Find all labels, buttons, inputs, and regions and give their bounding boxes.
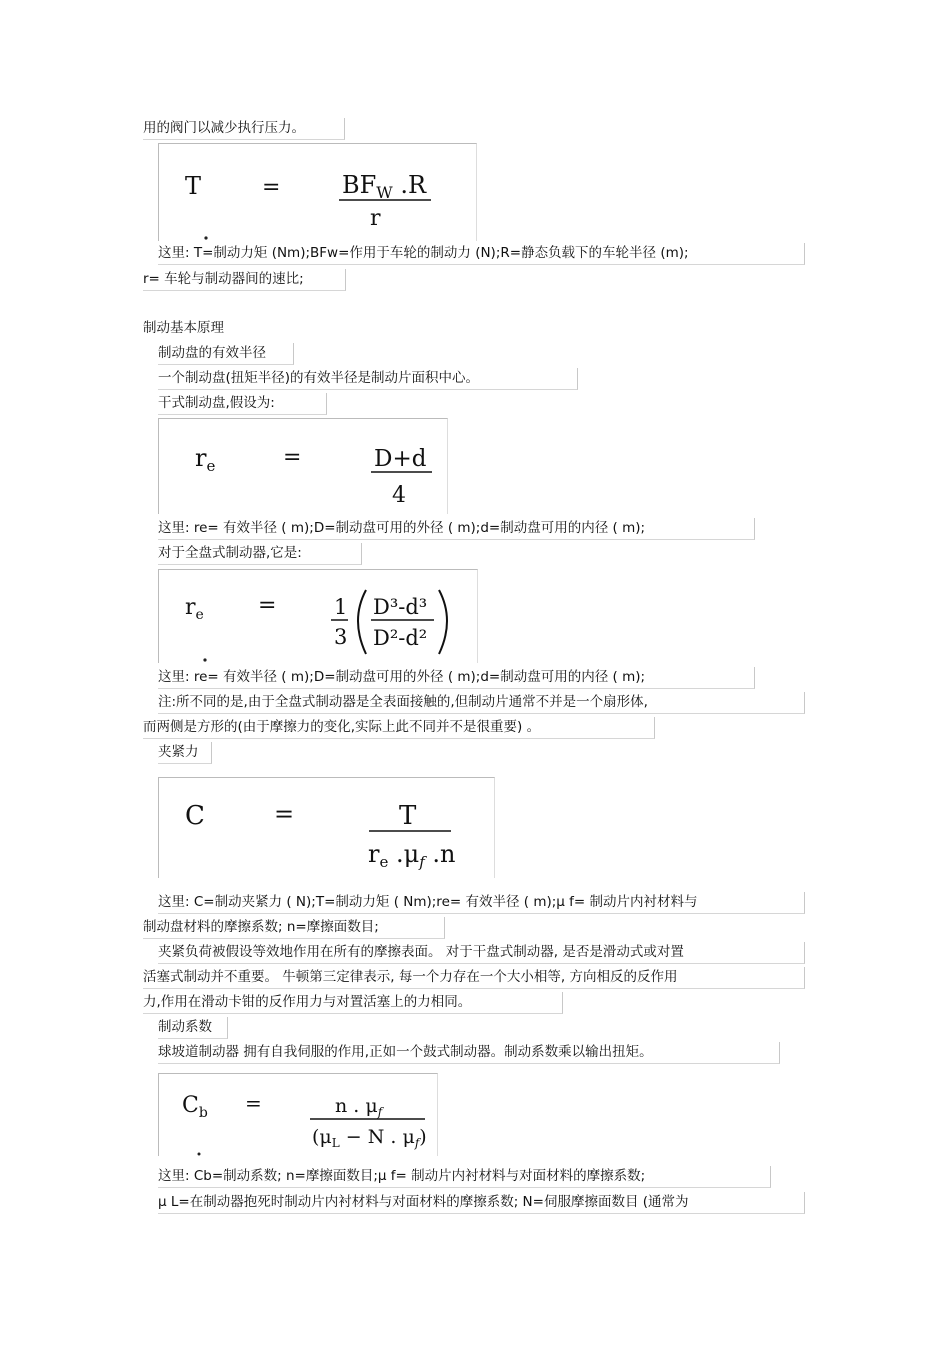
text-line: 夹紧负荷被假设等效地作用在所有的摩擦表面。 对于干盘式制动器, 是否是滑动式或对置 — [158, 942, 805, 964]
text-line: 这里: C=制动夹紧力 ( N);T=制动力矩 ( Nm);re= 有效半径 ( m);μ f= 制动片内衬材料与 — [158, 892, 805, 914]
subsection-heading: 制动盘的有效半径 — [158, 343, 294, 365]
subsection-heading: 制动系数 — [158, 1017, 228, 1039]
formula-numerator: D³-d³ — [373, 595, 428, 619]
svg-text:Cb: $C_b$ — [182, 1093, 208, 1121]
formula-denominator: $r_e$ $.\mu_f$ .n — [368, 840, 456, 871]
formula-lhs: r — [195, 444, 207, 472]
formula-brake-factor — [158, 1073, 438, 1156]
text-line: 这里: re= 有效半径 ( m);D=制动盘可用的外径 ( m);d=制动盘可用的内径 ( m); — [158, 667, 755, 689]
formula-numerator: BF — [342, 171, 377, 199]
formula-equals: = — [283, 445, 302, 470]
formula-denominator: ($\mu_L - N$ . $\mu_f$) — [312, 1126, 427, 1150]
formula-denominator: 4 — [392, 483, 406, 508]
formula-lhs: C — [182, 1093, 199, 1118]
text-line: 注:所不同的是,由于全盘式制动器是全表面接触的,但制动片通常不并是一个扇形体, — [158, 692, 805, 714]
formula-torque — [158, 143, 477, 241]
formula-lhs: r — [185, 595, 196, 620]
svg-text:BFW .R: $BF_W$ .R — [342, 171, 427, 202]
text-line: 力,作用在滑动卡钳的反作用力与对置活塞上的力相同。 — [143, 992, 563, 1014]
formula-equals: = — [245, 1091, 262, 1115]
stray-dot — [198, 1153, 201, 1156]
formula-numerator: T — [399, 801, 417, 831]
formula-effective-radius-dry — [158, 418, 448, 514]
text-line: 干式制动盘,假设为: — [158, 393, 327, 415]
formula-lhs: T — [185, 172, 202, 200]
formula-numerator: n . $\mu_f$ — [335, 1095, 383, 1119]
stray-dot — [204, 236, 207, 239]
right-paren — [439, 590, 447, 654]
text-line: μ L=在制动器抱死时制动片内衬材料与对面材料的摩擦系数; N=伺服摩擦面数目 (通常为 — [158, 1192, 805, 1214]
svg-text:re: $r_e$ — [195, 444, 216, 475]
formula-denominator: r — [370, 206, 381, 231]
text-line: 球坡道制动器 拥有自我伺服的作用,正如一个鼓式制动器。制动系数乘以输出扭矩。 — [158, 1042, 780, 1064]
formula-equals: = — [258, 593, 277, 618]
stray-dot — [203, 658, 206, 661]
section-heading: 制动基本原理 — [143, 320, 224, 336]
text-line: 一个制动盘(扭矩半径)的有效半径是制动片面积中心。 — [158, 368, 578, 390]
text-line: 活塞式制动并不重要。 牛顿第三定律表示, 每一个力存在一个大小相等, 方向相反的反作用 — [143, 967, 805, 989]
coefficient-denominator: 3 — [334, 625, 348, 649]
text-line: 对于全盘式制动器,它是: — [158, 543, 362, 565]
text-line: 这里: re= 有效半径 ( m);D=制动盘可用的外径 ( m);d=制动盘可用的内径 ( m); — [158, 518, 755, 540]
formula-equals: = — [274, 800, 295, 828]
subsection-heading: 夹紧力 — [158, 742, 212, 764]
formula-denominator: D²-d² — [373, 626, 428, 650]
formula-numerator: D+d — [374, 446, 427, 472]
text-line: 制动盘材料的摩擦系数; n=摩擦面数目; — [143, 917, 445, 939]
text-line: r= 车轮与制动器间的速比; — [143, 269, 346, 291]
formula-clamp-force — [158, 777, 495, 878]
text-line: 这里: Cb=制动系数; n=摩擦面数目;μ f= 制动片内衬材料与对面材料的摩擦系数; — [158, 1166, 771, 1188]
svg-text:re: $r_e$ — [185, 595, 204, 623]
formula-lhs: C — [185, 801, 205, 831]
text-line: 用的阀门以减少执行压力。 — [143, 118, 345, 140]
left-paren — [358, 590, 366, 654]
text-line: 而两侧是方形的(由于摩擦力的变化,实际上此不同并不是很重要) 。 — [143, 717, 655, 739]
formula-equals: = — [262, 175, 281, 200]
text-line: 这里: T=制动力矩 (Nm);BFw=作用于车轮的制动力 (N);R=静态负载下的车轮半径 (m); — [158, 243, 805, 265]
formula-effective-radius-full — [158, 569, 478, 663]
coefficient-numerator: 1 — [334, 595, 348, 619]
